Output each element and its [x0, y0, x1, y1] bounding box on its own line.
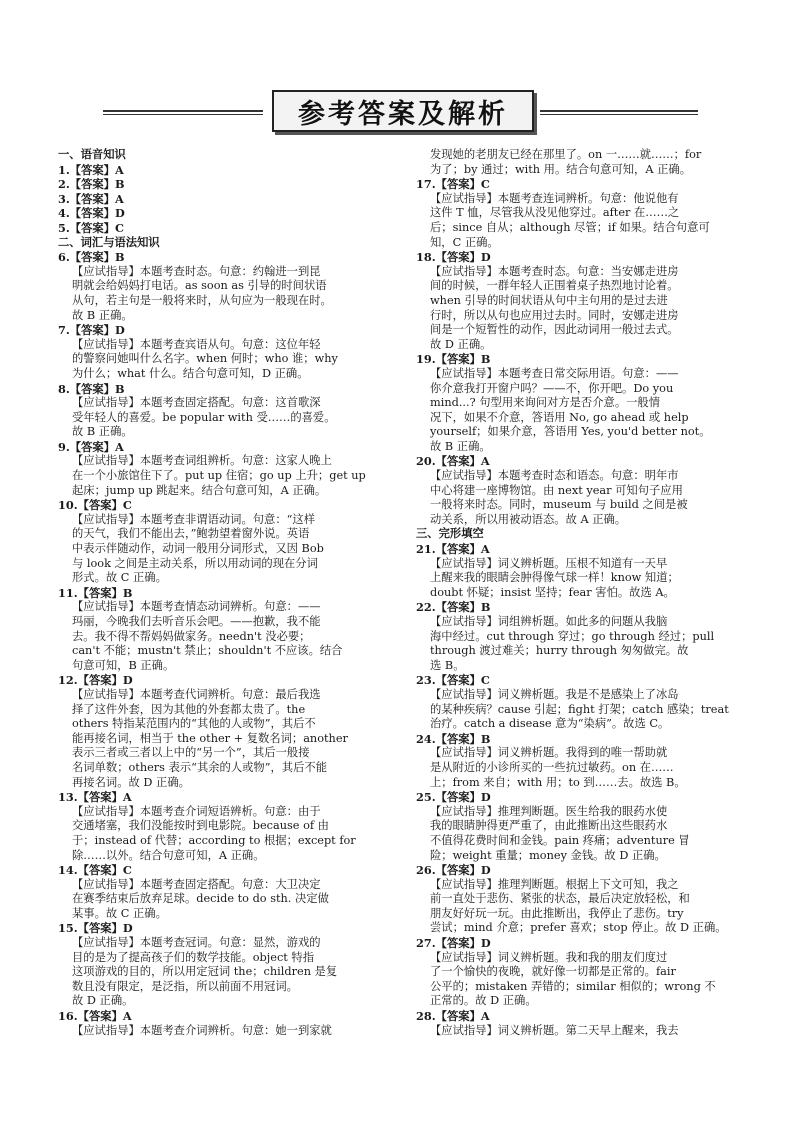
page-title: 参考答案及解析 — [272, 90, 534, 132]
explanation-line: 的警察问她叫什么名字。when 何时；who 谁；why — [72, 352, 338, 366]
explanation-line: 险；weight 重量；money 金钱。故 D 正确。 — [430, 848, 666, 862]
explanation-line: 【应试指导】本题考查冠词。句意：显然，游戏的 — [72, 936, 321, 950]
answer-line: 23.【答案】C — [416, 673, 490, 688]
explanation-line: 故 B 正确。 — [430, 439, 491, 453]
explanation-line: 故 D 正确。 — [72, 994, 134, 1008]
answer-line: 1.【答案】A — [58, 162, 124, 177]
explanation-line: 况下，如果不介意，答语用 No, go ahead 或 help — [430, 410, 689, 424]
explanation-line: when 引导的时间状语从句中主句用的是过去进 — [430, 293, 668, 307]
explanation-line: 我的眼睛肿得更严重了，由此推断出这些眼药水 — [430, 819, 668, 833]
answer-line: 12.【答案】D — [58, 673, 133, 688]
explanation-line: yourself；如果介意，答语用 Yes, you'd better not。 — [430, 425, 711, 439]
explanation-line: 在赛季结束后放弃足球。decide to do sth. 决定做 — [72, 892, 329, 906]
answer-line: 26.【答案】D — [416, 863, 491, 878]
explanation-line: 与 look 之间是主动关系，所以用动词的现在分词 — [72, 556, 318, 570]
explanation-line: 这件 T 恤，尽管我从没见他穿过。after 在……之 — [430, 206, 680, 220]
answer-line: 9.【答案】A — [58, 439, 124, 454]
explanation-line: 从句，若主句是一般将来时，从句应为一般现在时。 — [72, 293, 332, 307]
explanation-line: 一般将来时态。同时，museum 与 build 之间是被 — [430, 498, 688, 512]
explanation-line: 上醒来我的眼睛会肿得像气球一样！know 知道； — [430, 571, 679, 585]
explanation-line: 故 B 正确。 — [72, 425, 133, 439]
explanation-line: 起床；jump up 跳起来。结合句意可知，A 正确。 — [72, 483, 327, 497]
explanation-line: 【应试指导】本题考查固定搭配。句意：大卫决定 — [72, 877, 321, 891]
explanation-line: 【应试指导】词义辨析题。压根不知道有一天早 — [430, 556, 668, 570]
answer-line: 21.【答案】A — [416, 542, 490, 557]
page-header — [0, 90, 800, 140]
answer-line: 10.【答案】C — [58, 498, 132, 513]
explanation-line: through 渡过难关；hurry through 匆匆做完。故 — [430, 644, 689, 658]
explanation-line: 【应试指导】本题考查情态动词辨析。句意：—— — [72, 600, 321, 614]
answer-line: 11.【答案】B — [58, 585, 133, 600]
explanation-line: 选 B。 — [430, 658, 465, 672]
answer-line: 7.【答案】D — [58, 323, 125, 338]
explanation-line: 你介意我打开窗户吗？——不，你开吧。Do you — [430, 381, 674, 395]
explanation-line: 【应试指导】本题考查时态。句意：当安娜走进房 — [430, 264, 679, 278]
explanation-line: 【应试指导】本题考查时态。句意：约翰进一到昆 — [72, 264, 321, 278]
section-heading: 一、语音知识 — [58, 148, 126, 161]
explanation-line: 上；from 来自；with 用；to 到……去。故选 B。 — [430, 775, 686, 789]
explanation-line: 【应试指导】词义辨析题。第二天早上醒来，我去 — [430, 1023, 679, 1037]
explanation-line: 【应试指导】本题考查词组辨析。句意：这家人晚上 — [72, 454, 332, 468]
explanation-line: 了一个愉快的夜晚，就好像一切都是正常的。fair — [430, 965, 676, 979]
answer-line: 28.【答案】A — [416, 1009, 490, 1024]
explanation-line: 明就会给妈妈打电话。as soon as 引导的时间状语 — [72, 279, 327, 293]
answer-line: 17.【答案】C — [416, 177, 490, 192]
explanation-line: 除……以外。结合句意可知，A 正确。 — [72, 848, 265, 862]
explanation-line: 前一直处于悲伤、紧张的状态，最后决定放轻松，和 — [430, 892, 690, 906]
left-column — [58, 148, 388, 1038]
explanation-line: 治疗。catch a disease 意为“染病”。故选 C。 — [430, 717, 670, 731]
explanation-line: doubt 怀疑；insist 坚持；fear 害怕。故选 A。 — [430, 585, 675, 599]
answer-line: 19.【答案】B — [416, 352, 491, 367]
section-heading: 三、完形填空 — [416, 527, 484, 541]
explanation-line: 某事。故 C 正确。 — [72, 906, 167, 920]
explanation-line: 的天气，我们不能出去，”鲍勃望着窗外说。英语 — [72, 527, 310, 541]
explanation-line: 间的时候，一群年轻人正围着桌子热烈地讨论着。 — [430, 279, 679, 293]
explanation-line: 【应试指导】推理判断题。根据上下文可知，我之 — [430, 877, 679, 891]
section-heading: 二、词汇与语法知识 — [58, 235, 160, 249]
explanation-line: 句意可知，B 正确。 — [72, 658, 175, 672]
explanation-line: 公平的；mistaken 弄错的；similar 相似的；wrong 不 — [430, 979, 716, 993]
explanation-line: 【应试指导】本题考查介词辨析。句意：她一到家就 — [72, 1023, 332, 1037]
explanation-line: 【应试指导】本题考查日常交际用语。句意：—— — [430, 366, 679, 380]
explanation-line: 玛丽，今晚我们去听音乐会吧。——抱歉，我不能 — [72, 615, 321, 628]
explanation-line: 这项游戏的目的，所以用定冠词 the；children 是复 — [72, 965, 338, 979]
explanation-line: 【应试指导】词义辨析题。我是不是感染上了冰岛 — [430, 687, 679, 701]
explanation-line: 【应试指导】词义辨析题。我得到的唯一帮助就 — [430, 746, 668, 760]
explanation-line: 朋友好好玩一玩。由此推断出，我停止了悲伤。try — [430, 906, 684, 920]
answer-line: 18.【答案】D — [416, 250, 491, 265]
right-column — [416, 148, 746, 1038]
explanation-line: 【应试指导】本题考查固定搭配。句意：这首歌深 — [72, 396, 321, 410]
answer-line: 14.【答案】C — [58, 863, 132, 878]
answer-line: 22.【答案】B — [416, 600, 491, 615]
explanation-line: 为了；by 通过；with 用。结合句意可知，A 正确。 — [430, 162, 691, 176]
explanation-line: 尝试；mind 介意；prefer 喜欢；stop 停止。故 D 正确。 — [430, 921, 727, 935]
answer-line: 27.【答案】D — [416, 936, 491, 951]
answer-line: 20.【答案】A — [416, 454, 490, 469]
explanation-line: 【应试指导】本题考查介词短语辨析。句意：由于 — [72, 804, 321, 818]
explanation-line: 去。我不得不帮妈妈做家务。needn't 没必要； — [72, 629, 311, 643]
explanation-line: 【应试指导】本题考查连词辨析。句意：他说他有 — [430, 191, 679, 205]
answer-line: 3.【答案】A — [58, 191, 124, 206]
explanation-line: 动关系，所以用被动语态。故 A 正确。 — [430, 512, 627, 526]
explanation-line: 【应试指导】本题考查非谓语动词。句意：“这样 — [72, 512, 316, 526]
explanation-line: 名词单数；others 表示“其余的人或物”，其后不能 — [72, 760, 327, 774]
explanation-line: 交通堵塞，我们没能按时到电影院。because of 由 — [72, 819, 329, 833]
explanation-line: 正常的。故 D 正确。 — [430, 994, 537, 1008]
explanation-line: mind...? 句型用来询问对方是否介意。一般情 — [430, 396, 661, 410]
explanation-line: 【应试指导】本题考查代词辨析。句意：最后我选 — [72, 687, 321, 701]
answer-line: 16.【答案】A — [58, 1009, 132, 1024]
explanation-line: others 特指某范围内的“其他的人或物”，其后不 — [72, 717, 316, 731]
header-rule-right — [540, 110, 698, 115]
explanation-line: 于；instead of 代替；according to 根据；except for — [72, 833, 356, 847]
explanation-line: 数且没有限定，是泛指，所以前面不用冠词。 — [72, 979, 298, 993]
answer-line: 13.【答案】A — [58, 790, 132, 805]
explanation-line: 是从附近的小诊所买的一些抗过敏药。on 在…… — [430, 760, 674, 774]
answer-line: 8.【答案】B — [58, 381, 125, 396]
header-rule-left — [103, 110, 263, 115]
explanation-line: 形式。故 C 正确。 — [72, 571, 167, 585]
answer-line: 24.【答案】B — [416, 731, 491, 746]
answer-line: 4.【答案】D — [58, 206, 125, 221]
explanation-line: 海中经过。cut through 穿过；go through 经过；pull — [430, 629, 715, 643]
explanation-line: 发现她的老朋友已经在那里了。on 一……就……；for — [430, 148, 702, 161]
explanation-line: 受年轻人的喜爱。be popular with 受……的喜爱。 — [72, 410, 336, 424]
explanation-line: 再接名词。故 D 正确。 — [72, 775, 190, 789]
explanation-line: 中心将建一座博物馆。由 next year 可知句子应用 — [430, 483, 683, 497]
explanation-line: 的某种疾病？cause 引起；fight 打架；catch 感染；treat — [430, 702, 729, 716]
explanation-line: 间是一个短暂性的动作，因此动词用一般过去式。 — [430, 323, 679, 337]
explanation-line: 在一个小旅馆住下了。put up 住宿；go up 上升；get up — [72, 469, 366, 483]
explanation-line: 为什么；what 什么。结合句意可知，D 正确。 — [72, 366, 309, 380]
explanation-line: can't 不能；mustn't 禁止；shouldn't 不应该。结合 — [72, 644, 343, 658]
answer-line: 25.【答案】D — [416, 790, 491, 805]
explanation-line: 目的是为了提高孩子们的数学技能。object 特指 — [72, 950, 315, 964]
explanation-line: 故 D 正确。 — [430, 337, 492, 351]
explanation-line: 知，C 正确。 — [430, 235, 499, 249]
answer-line: 5.【答案】C — [58, 220, 124, 235]
explanation-line: 择了这件外套，因为其他的外套都太贵了。the — [72, 702, 306, 716]
explanation-line: 中表示伴随动作，动词一般用分词形式，又因 Bob — [72, 542, 324, 556]
explanation-line: 表示三者或三者以上中的“另一个”，其后一般接 — [72, 746, 310, 760]
explanation-line: 【应试指导】词组辨析题。如此多的问题从我脑 — [430, 615, 668, 628]
explanation-line: 【应试指导】推理判断题。医生给我的眼药水使 — [430, 804, 668, 818]
answer-line: 6.【答案】B — [58, 250, 125, 265]
explanation-line: 行时，所以从句也应用过去时。同时，安娜走进房 — [430, 308, 679, 322]
explanation-line: 不值得花费时间和金钱。pain 疼痛；adventure 冒 — [430, 833, 690, 847]
explanation-line: 【应试指导】词义辨析题。我和我的朋友们度过 — [430, 950, 668, 964]
explanation-line: 后；since 自从；although 尽管；if 如果。结合句意可 — [430, 220, 710, 234]
answer-line: 2.【答案】B — [58, 177, 125, 192]
explanation-line: 故 B 正确。 — [72, 308, 133, 322]
answer-line: 15.【答案】D — [58, 921, 133, 936]
explanation-line: 【应试指导】本题考查宾语从句。句意：这位年轻 — [72, 337, 321, 351]
explanation-line: 能再接名词，相当于 the other + 复数名词；another — [72, 731, 348, 745]
explanation-line: 【应试指导】本题考查时态和语态。句意：明年市 — [430, 469, 679, 483]
